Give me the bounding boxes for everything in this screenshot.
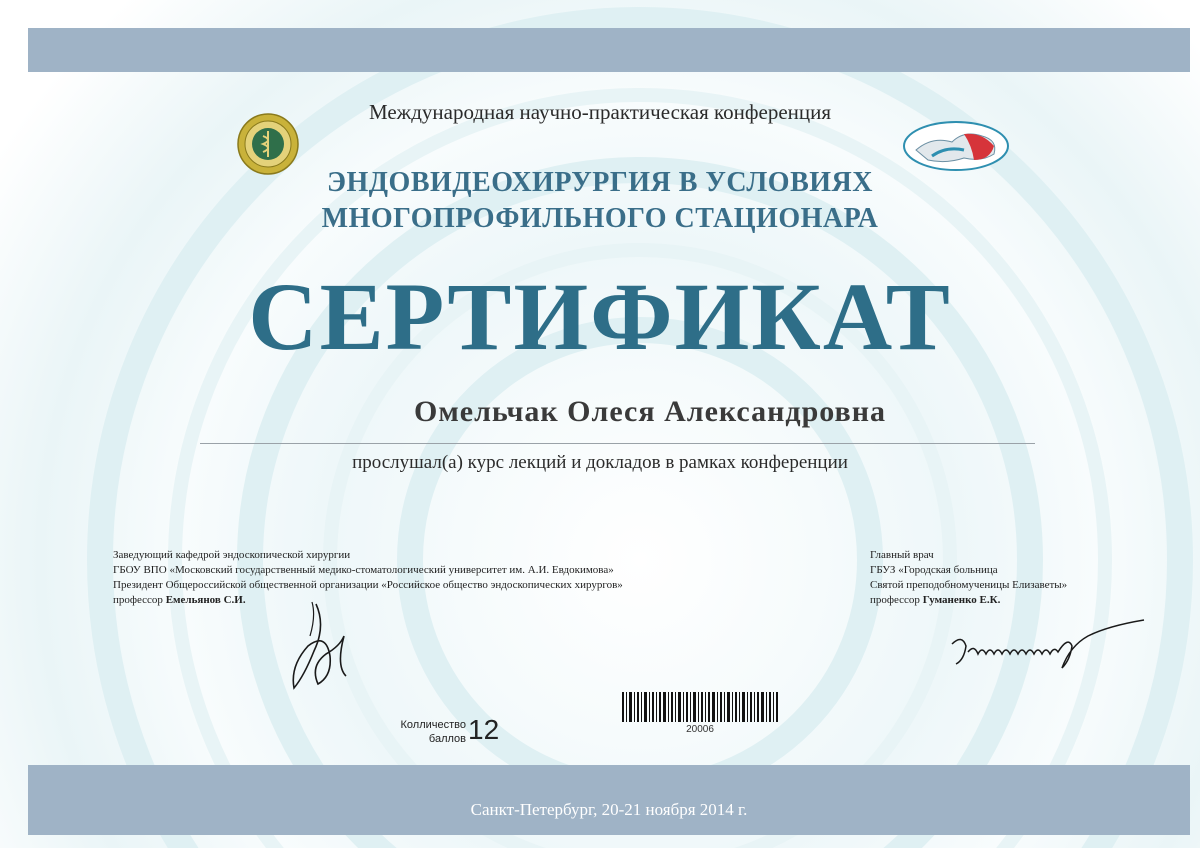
signatory-right-name: Гуманенко Е.К. (922, 594, 1001, 606)
signatory-left-block (113, 548, 733, 608)
conference-title-line2: МНОГОПРОФИЛЬНОГО СТАЦИОНАРА (321, 203, 879, 234)
name-underline (200, 443, 1035, 444)
signature-left-icon (286, 596, 356, 696)
signatory-right-institution: ГБУЗ «Городская больница (870, 564, 998, 576)
top-band (28, 28, 1190, 72)
footer-location-date: Санкт-Петербург, 20-21 ноября 2014 г. (470, 800, 748, 819)
barcode-icon (620, 692, 780, 722)
signatory-left-institution: ГБОУ ВПО «Московский государственный медико-стоматологический университет им. А.И. Евдокимова» (113, 564, 614, 576)
signatory-left-title: профессор (113, 594, 163, 606)
conference-title-line1: ЭНДОВИДЕОХИРУРГИЯ В УСЛОВИЯХ (327, 167, 873, 198)
points-value: 12 (468, 714, 500, 745)
course-completion-text: прослушал(а) курс лекций и докладов в рамках конференции (352, 452, 848, 473)
signatory-right-position: Главный врач (870, 549, 934, 561)
signatory-left-position: Заведующий кафедрой эндоскопической хирургии (113, 549, 351, 561)
signatory-right-title: профессор (870, 594, 920, 606)
signatory-left-society: Президент Общероссийской общественной организации «Российское общество эндоскопических хирургов» (113, 579, 623, 591)
signatory-right-block (870, 548, 1150, 608)
certificate-title: СЕРТИФИКАТ (248, 263, 952, 370)
signatory-left-name: Емельянов С.И. (165, 594, 246, 606)
points-label-line2: баллов (428, 733, 466, 745)
points-label-line1: Колличество (400, 719, 466, 731)
signature-right-icon (948, 616, 1148, 676)
barcode-number: 20006 (686, 724, 714, 735)
conference-subtitle: Международная научно-практическая конференция (368, 100, 832, 124)
signatory-right-institution-cont: Святой преподобномученицы Елизаветы» (870, 579, 1068, 591)
signatory-left-name-line (113, 593, 733, 608)
recipient-name: Омельчак Олеся Александровна (413, 395, 886, 428)
conference-title (230, 165, 970, 237)
points-label (396, 718, 466, 746)
signatory-right-name-line (870, 593, 1150, 608)
